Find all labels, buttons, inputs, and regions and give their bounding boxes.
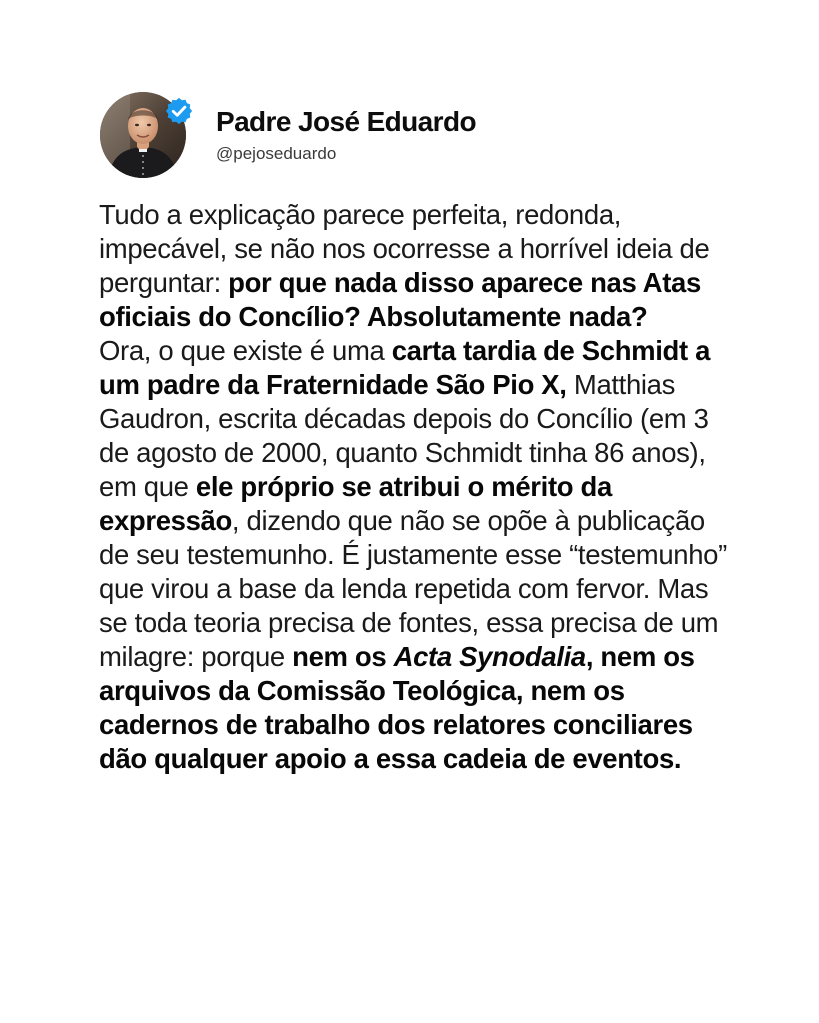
- post-text-bold-segment: por que nada disso aparece nas Atas oficiais do Concílio? Absolutamente nada?: [99, 267, 701, 332]
- post-text-bold-segment: [394, 641, 586, 672]
- post-text-segment: Matthias Gaudron, escrita décadas depois do Concílio (em 3 de agosto de 2000, quanto Schmidt tinha 86 anos), em que: [99, 369, 709, 502]
- post-text-segment: Tudo a explicação parece perfeita, redonda, impecável, se não nos ocorresse a horrível ideia de perguntar:: [99, 199, 710, 298]
- post-header: [100, 92, 476, 178]
- post-text-bold-segment: ele próprio se atribui o mérito da expressão: [99, 471, 612, 536]
- post-text-segment: , dizendo que não se opõe à publicação de seu testemunho. É justamente esse “testemunho” que virou a base da lenda repetida com fervor. Mas se toda teoria precisa de fontes, essa precisa de um milagre: porque: [99, 505, 727, 672]
- author-names: [216, 105, 476, 165]
- verified-badge-icon: [164, 96, 194, 126]
- author-display-name[interactable]: Padre José Eduardo: [216, 106, 476, 137]
- post-text-bold-segment: , nem os arquivos da Comissão Teológica, nem os cadernos de trabalho dos relatores conciliares dão qualquer apoio a essa cadeia de eventos.: [99, 641, 695, 774]
- post-text-bold-segment: nem os: [292, 641, 394, 672]
- post-text-bold-segment: carta tardia de Schmidt a um padre da Fraternidade São Pio X,: [99, 335, 711, 400]
- avatar[interactable]: [100, 92, 186, 178]
- post-text-segment: Ora, o que existe é uma: [99, 335, 392, 366]
- author-handle[interactable]: @pejoseduardo: [216, 144, 337, 163]
- post-text-italic-segment: Acta Synodalia: [393, 641, 586, 672]
- post-text: [99, 198, 739, 776]
